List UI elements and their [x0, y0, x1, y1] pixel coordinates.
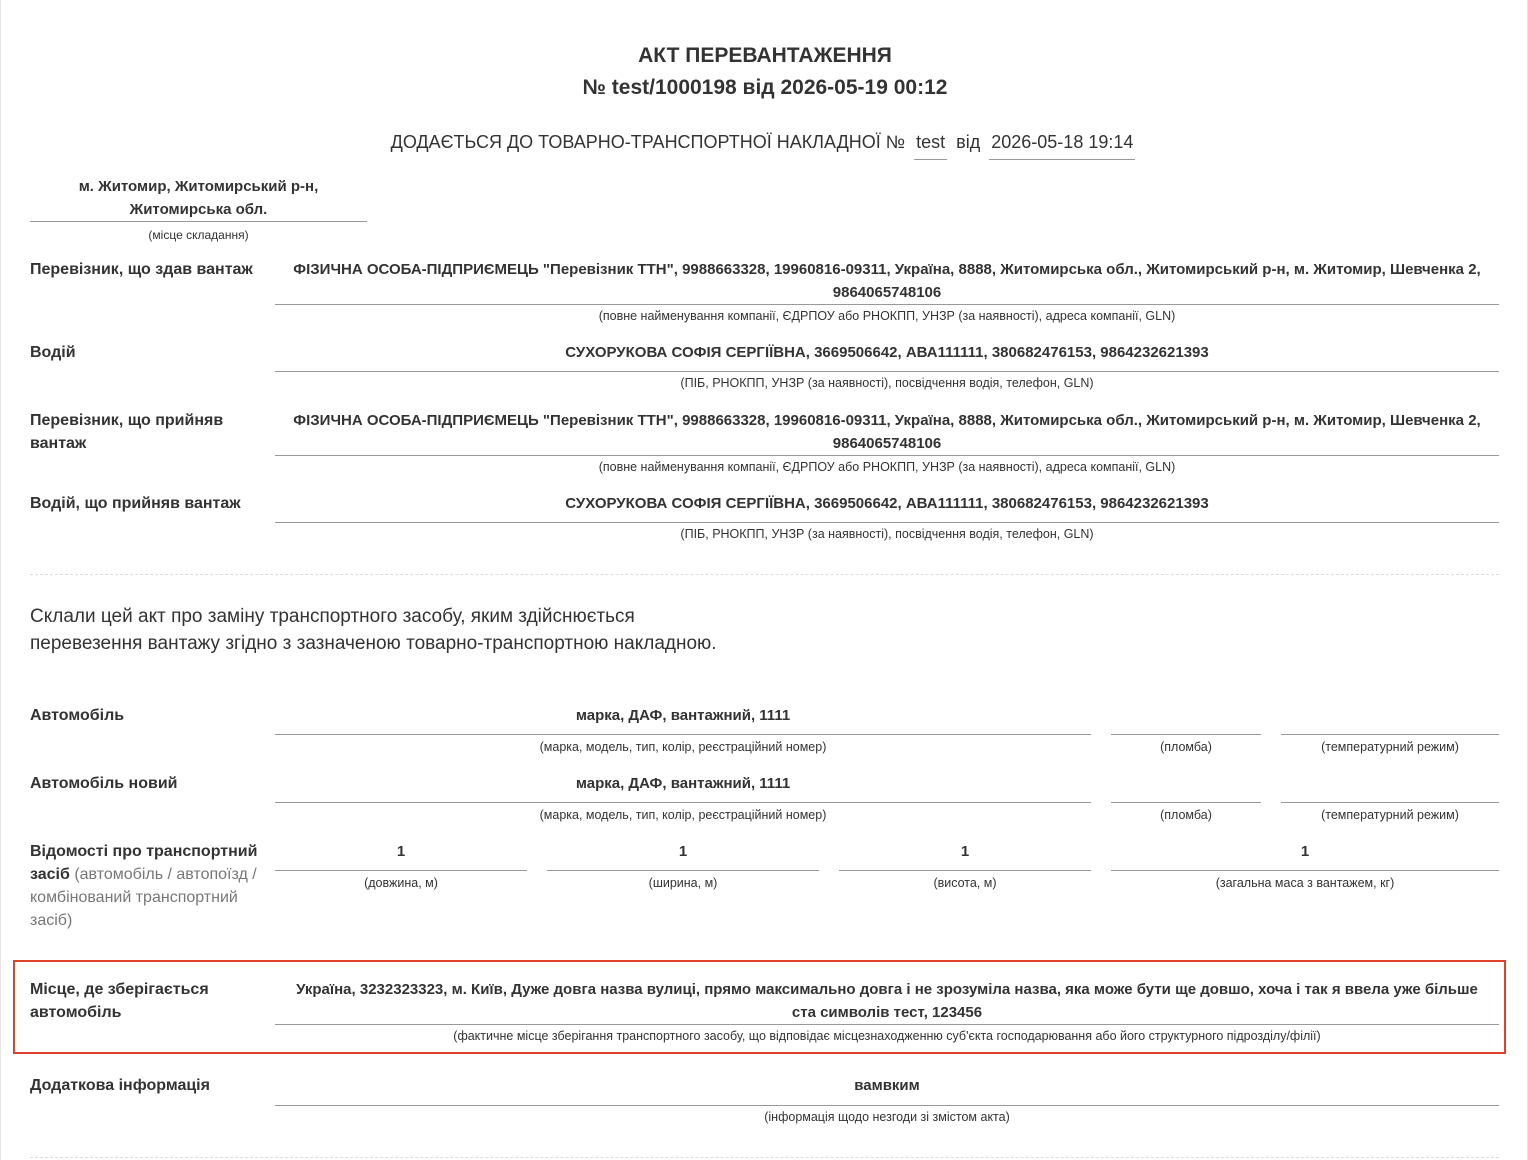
vehicle-new-seal-field: [1111, 772, 1261, 828]
act-intro-text: Склали цей акт про заміну транспортного засобу, яким здійснюється перевезення вантажу згідно з зазначеною товарно-транспортною накладною.: [30, 606, 717, 654]
vehicle-new-temp-field: [1281, 772, 1499, 828]
vehicle-new-value: марка, ДАФ, вантажний, 1111: [575, 775, 791, 792]
vehicle-new-caption: (марка, модель, тип, колір, реєстраційний номер): [539, 808, 827, 822]
vehicle-seal-field: [1111, 704, 1261, 760]
transport-info-label: [30, 840, 275, 932]
storage-caption: (фактичне місце зберігання транспортного засобу, що відповідає місцезнаходженню суб'єкта господарювання або його структурного підрозділу/філії): [453, 1029, 1321, 1043]
vehicle-temp-rule: [1281, 734, 1499, 735]
carrier-in-field: [275, 409, 1499, 479]
height-field: [839, 840, 1091, 896]
place-value: м. Житомир, Житомирський р-н, Житомирська обл.: [30, 175, 367, 222]
length-field: [275, 840, 527, 896]
driver-value: СУХОРУКОВА СОФІЯ СЕРГІЇВНА, 3669506642, АВА111111, 380682476153, 9864232621393: [565, 344, 1209, 361]
height-rule: [839, 870, 1091, 871]
vehicle-new-label: Автомобіль новий: [30, 775, 178, 792]
vehicle-new-temp-caption: (температурний режим): [1321, 808, 1459, 822]
width-value: 1: [678, 843, 688, 860]
attached-from-word: від: [956, 132, 981, 152]
waybill-number: test: [914, 132, 947, 160]
place-caption: (місце складання): [148, 228, 249, 242]
extra-value: вамвким: [854, 1077, 920, 1094]
carrier-in-caption: (повне найменування компанії, ЄДРПОУ або РНОКПП, УНЗР (за наявності), адреса компанії, GLN): [598, 460, 1176, 474]
carrier-out-label: Перевізник, що здав вантаж: [30, 261, 253, 278]
vehicle-new-seal-rule: [1111, 802, 1261, 803]
vehicle-new-rule: [275, 802, 1091, 803]
driver-rule: [275, 371, 1499, 372]
mass-rule: [1111, 870, 1499, 871]
carrier-out-value: ФІЗИЧНА ОСОБА-ПІДПРИЄМЕЦЬ "Перевізник ТТН", 9988663328, 19960816-09311, Україна, 8888, Житомирська обл., Житомирський р-н, м. Житомир, Шевченка 2, 9864065748106: [293, 261, 1481, 301]
extra-label: Додаткова інформація: [30, 1077, 210, 1094]
vehicle-label: Автомобіль: [30, 707, 125, 724]
driver-in-label: Водій, що прийняв вантаж: [30, 495, 241, 512]
attached-to-waybill: [1, 132, 1528, 160]
extra-rule: [275, 1105, 1499, 1106]
vehicle-field: [275, 704, 1091, 760]
carrier-out-caption: (повне найменування компанії, ЄДРПОУ або РНОКПП, УНЗР (за наявності), адреса компанії, GLN): [598, 309, 1176, 323]
driver-in-rule: [275, 522, 1499, 523]
carrier-in-label: Перевізник, що прийняв вантаж: [30, 412, 224, 452]
transport-info-label-main: Відомості про транспортний засіб: [30, 843, 258, 883]
section-divider: [30, 574, 1499, 575]
storage-label: Місце, де зберігається автомобіль: [30, 981, 209, 1021]
vehicle-seal-rule: [1111, 734, 1261, 735]
extra-caption: (інформація щодо незгоди зі змістом акта): [764, 1110, 1010, 1124]
document-number: № test/1000198 від 2026-05-19 00:12: [582, 76, 948, 99]
transport-info-label-note: (автомобіль / автопоїзд / комбінований транспортний засіб): [30, 866, 257, 929]
vehicle-temp-field: [1281, 704, 1499, 760]
bottom-divider: [30, 1157, 1499, 1158]
width-caption: (ширина, м): [648, 876, 718, 890]
storage-field: [275, 978, 1499, 1048]
length-value: 1: [396, 843, 406, 860]
width-field: [547, 840, 819, 896]
vehicle-new-seal-caption: (пломба): [1160, 808, 1212, 822]
attached-prefix: ДОДАЄТЬСЯ ДО ТОВАРНО-ТРАНСПОРТНОЇ НАКЛАДНОЇ №: [390, 132, 906, 152]
vehicle-caption: (марка, модель, тип, колір, реєстраційний номер): [539, 740, 827, 754]
length-rule: [275, 870, 527, 871]
driver-label: Водій: [30, 344, 76, 361]
driver-in-caption: (ПІБ, РНОКПП, УНЗР (за наявності), посвідчення водія, телефон, GLN): [680, 527, 1094, 541]
carrier-in-value: ФІЗИЧНА ОСОБА-ПІДПРИЄМЕЦЬ "Перевізник ТТН", 9988663328, 19960816-09311, Україна, 8888, Житомирська обл., Житомирський р-н, м. Житомир, Шевченка 2, 9864065748106: [293, 412, 1481, 452]
width-rule: [547, 870, 819, 871]
mass-value: 1: [1300, 843, 1310, 860]
height-value: 1: [960, 843, 970, 860]
driver-field: [275, 341, 1499, 396]
driver-in-field: [275, 492, 1499, 547]
length-caption: (довжина, м): [364, 876, 438, 890]
driver-in-value: СУХОРУКОВА СОФІЯ СЕРГІЇВНА, 3669506642, АВА111111, 380682476153, 9864232621393: [565, 495, 1209, 512]
mass-field: [1111, 840, 1499, 896]
place-of-drafting: [30, 175, 367, 242]
height-caption: (висота, м): [933, 876, 997, 890]
vehicle-rule: [275, 734, 1091, 735]
carrier-in-rule: [275, 455, 1499, 456]
vehicle-seal-caption: (пломба): [1160, 740, 1212, 754]
carrier-out-rule: [275, 304, 1499, 305]
vehicle-temp-caption: (температурний режим): [1321, 740, 1459, 754]
waybill-date: 2026-05-18 19:14: [989, 132, 1135, 160]
driver-caption: (ПІБ, РНОКПП, УНЗР (за наявності), посвідчення водія, телефон, GLN): [680, 376, 1094, 390]
extra-field: [275, 1074, 1499, 1134]
vehicle-value: марка, ДАФ, вантажний, 1111: [575, 707, 791, 724]
mass-caption: (загальна маса з вантажем, кг): [1215, 876, 1395, 890]
vehicle-new-temp-rule: [1281, 802, 1499, 803]
carrier-out-field: [275, 258, 1499, 328]
document-title: АКТ ПЕРЕВАНТАЖЕННЯ: [638, 44, 892, 67]
vehicle-new-field: [275, 772, 1091, 828]
storage-rule: [275, 1024, 1499, 1025]
storage-value: Україна, 3232323323, м. Київ, Дуже довга назва вулиці, прямо максимально довга і не зрозуміла назва, яка може бути ще довшо, хоча і так я ввела уже більше ста символів тест, 123456: [296, 981, 1478, 1021]
